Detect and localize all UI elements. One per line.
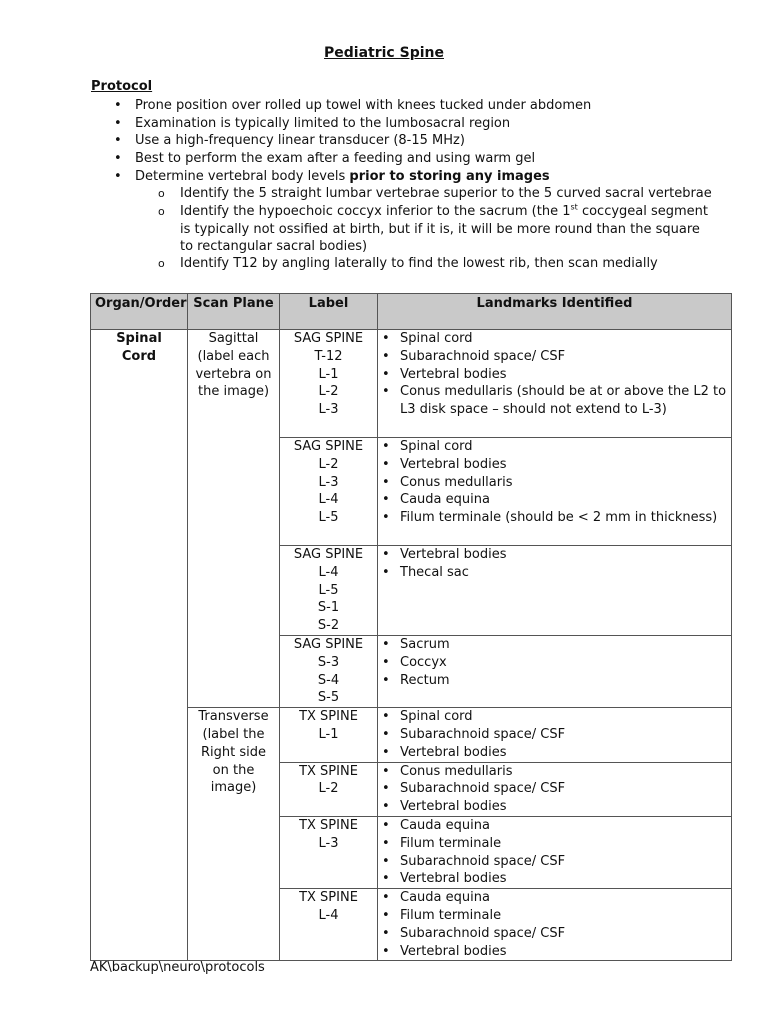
- protocol-subitem-text: Identify the hypoechoic coccyx inferior to the sacrum (the 1: [180, 204, 571, 219]
- landmark-item: • Sacrum: [382, 636, 727, 654]
- landmarks-cell: [378, 635, 732, 707]
- landmarks-cell: [378, 438, 732, 546]
- landmark-item: • Conus medullaris (should be at or above the L2 to L3 disk space – should not extend to L-3): [382, 383, 727, 419]
- table-row: [91, 708, 732, 762]
- landmark-item: • Cauda equina: [382, 889, 727, 907]
- protocol-subitem: [158, 185, 712, 203]
- landmark-item: • Subarachnoid space/ CSF: [382, 726, 727, 744]
- sub-bullet-marker: o: [158, 205, 165, 218]
- protocol-subitem-continuation: to rectangular sacral bodies): [180, 239, 368, 254]
- landmark-item: • Vertebral bodies: [382, 870, 727, 888]
- landmark-item: • Vertebral bodies: [382, 943, 727, 961]
- protocol-subitem-text: Identify T12 by angling laterally to find the lowest rib, then scan medially: [180, 256, 658, 271]
- label-line: L-2: [318, 781, 339, 797]
- protocol-subitem: [158, 255, 658, 273]
- label-cell: [280, 816, 378, 888]
- header-landmarks: Landmarks Identified: [378, 294, 732, 330]
- landmark-item: • Vertebral bodies: [382, 366, 727, 384]
- landmark-item: • Subarachnoid space/ CSF: [382, 348, 727, 366]
- label-line: SAG SPINE: [293, 439, 364, 454]
- protocol-item: • Prone position over rolled up towel with knees tucked under abdomen: [135, 97, 591, 115]
- label-cell: [280, 330, 378, 438]
- scan-plane-transverse: Transverse (label the Right side on the image): [188, 708, 280, 961]
- sub-bullet-marker: o: [158, 187, 165, 200]
- protocol-table: [90, 293, 732, 961]
- landmark-item: • Conus medullaris: [382, 763, 727, 781]
- landmark-item: • Vertebral bodies: [382, 798, 727, 816]
- landmark-item: • Vertebral bodies: [382, 744, 727, 762]
- landmark-item: • Filum terminale: [382, 835, 727, 853]
- label-cell: [280, 438, 378, 546]
- landmark-item: • Coccyx: [382, 654, 727, 672]
- label-line: TX SPINE: [299, 817, 358, 833]
- landmarks-cell: [378, 762, 732, 816]
- landmark-item: • Cauda equina: [382, 817, 727, 835]
- landmark-item: • Spinal cord: [382, 438, 727, 456]
- label-line: L-5: [318, 510, 339, 526]
- organ-cell: Spinal Cord: [91, 330, 188, 961]
- landmark-item: • Rectum: [382, 672, 727, 690]
- landmark-list: [382, 330, 727, 419]
- protocol-subitem-continuation: is typically not ossified at birth, but if it is, it will be more round than the square: [180, 222, 700, 237]
- protocol-item: • Examination is typically limited to the lumbosacral region: [135, 115, 510, 133]
- label-line: L-4: [318, 907, 339, 923]
- label-cell: [280, 889, 378, 961]
- landmark-item: • Subarachnoid space/ CSF: [382, 780, 727, 798]
- landmark-item: • Spinal cord: [382, 708, 727, 726]
- protocol-subitem-text: Identify the 5 straight lumbar vertebrae superior to the 5 curved sacral vertebrae: [180, 186, 712, 201]
- landmark-list: [382, 708, 727, 761]
- protocol-item-emphasis: prior to storing any images: [349, 169, 550, 184]
- label-line: L-1: [318, 366, 339, 382]
- label-cell: [280, 635, 378, 707]
- label-line: TX SPINE: [299, 890, 358, 906]
- label-line: L-3: [318, 402, 339, 418]
- label-line: T-12: [314, 348, 343, 364]
- label-line: SAG SPINE: [293, 331, 364, 346]
- landmark-item: • Thecal sac: [382, 564, 727, 582]
- label-cell: [280, 708, 378, 762]
- label-line: SAG SPINE: [293, 547, 364, 562]
- protocol-subitem-text: coccygeal segment: [577, 204, 709, 219]
- label-line: L-5: [318, 582, 339, 598]
- protocol-heading: Protocol: [91, 79, 153, 94]
- superscript: st: [570, 202, 578, 212]
- label-line: L-2: [318, 456, 339, 472]
- label-cell: [280, 546, 378, 636]
- landmark-item: • Vertebral bodies: [382, 546, 727, 564]
- label-line: S-2: [317, 618, 340, 634]
- scan-plane-sagittal: Sagittal (label each vertebra on the image): [188, 330, 280, 708]
- label-line: L-3: [318, 835, 339, 851]
- header-organ: Organ/Order: [91, 294, 188, 330]
- protocol-item: • Best to perform the exam after a feeding and using warm gel: [135, 150, 535, 168]
- protocol-item-text: Determine vertebral body levels: [135, 169, 350, 184]
- landmark-list: [382, 817, 727, 888]
- landmark-item: • Subarachnoid space/ CSF: [382, 853, 727, 871]
- label-line: S-3: [317, 654, 340, 670]
- page-title: Pediatric Spine: [324, 45, 444, 61]
- landmark-item: • Conus medullaris: [382, 474, 727, 492]
- label-line: SAG SPINE: [293, 636, 364, 652]
- landmarks-cell: [378, 546, 732, 636]
- table-header-row: [91, 294, 732, 330]
- label-line: S-4: [317, 672, 340, 688]
- protocol-subitem: [158, 202, 709, 221]
- landmark-list: [382, 438, 727, 527]
- label-line: TX SPINE: [299, 763, 358, 779]
- landmark-item: • Filum terminale (should be < 2 mm in thickness): [382, 509, 727, 527]
- table-row: [91, 330, 732, 438]
- landmark-item: • Subarachnoid space/ CSF: [382, 925, 727, 943]
- sub-bullet-marker: o: [158, 257, 165, 270]
- label-line: L-1: [318, 726, 339, 742]
- label-line: L-3: [318, 474, 339, 490]
- label-line: L-4: [318, 564, 339, 580]
- header-scan-plane: Scan Plane: [188, 294, 280, 330]
- landmark-list: [382, 546, 727, 582]
- landmark-item: • Vertebral bodies: [382, 456, 727, 474]
- label-line: S-5: [317, 690, 340, 706]
- landmarks-cell: [378, 816, 732, 888]
- landmark-item: • Cauda equina: [382, 491, 727, 509]
- landmark-item: • Filum terminale: [382, 907, 727, 925]
- protocol-item: [135, 168, 550, 186]
- header-label: Label: [280, 294, 378, 330]
- landmarks-cell: [378, 889, 732, 961]
- landmark-list: [382, 889, 727, 960]
- label-line: L-4: [318, 492, 339, 508]
- landmark-list: [382, 636, 727, 689]
- footer-path: AK\backup\neuro\protocols: [90, 960, 265, 975]
- landmark-list: [382, 763, 727, 816]
- label-cell: [280, 762, 378, 816]
- protocol-item: • Use a high-frequency linear transducer (8-15 MHz): [135, 132, 465, 150]
- landmarks-cell: [378, 330, 732, 438]
- label-line: TX SPINE: [299, 709, 358, 725]
- landmarks-cell: [378, 708, 732, 762]
- label-line: S-1: [317, 600, 340, 616]
- label-line: L-2: [318, 384, 339, 400]
- landmark-item: • Spinal cord: [382, 330, 727, 348]
